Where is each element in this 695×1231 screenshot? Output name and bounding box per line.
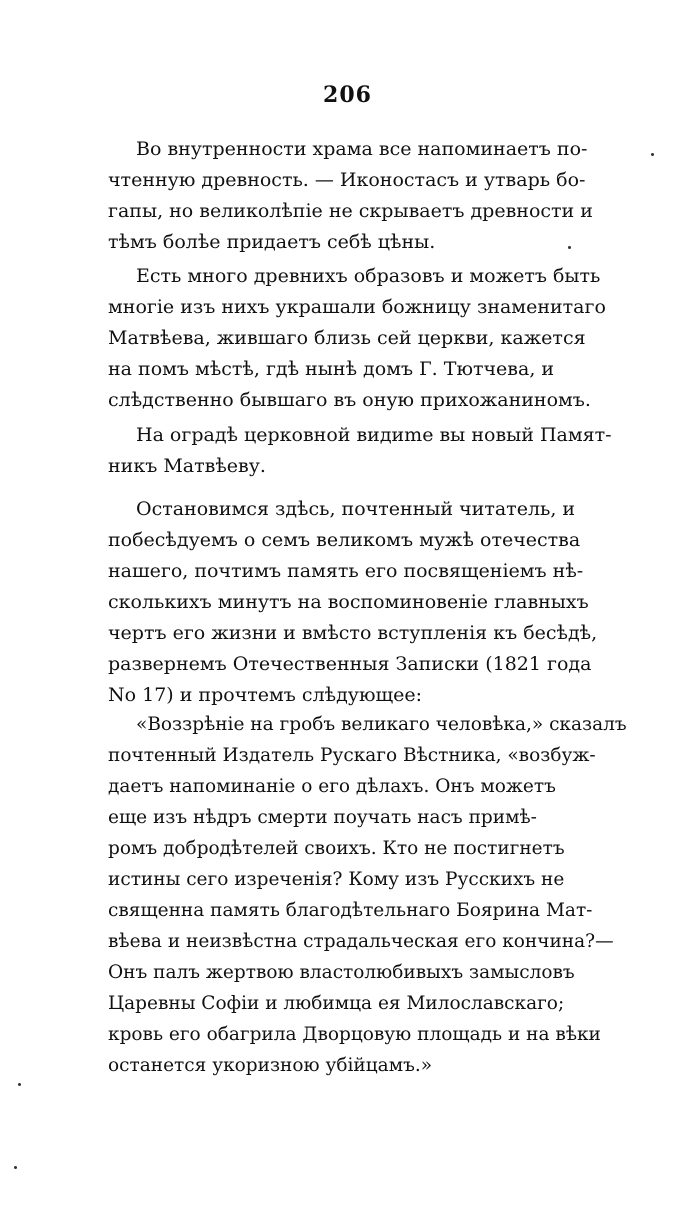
scan-speck	[568, 246, 571, 249]
scan-speck	[14, 1166, 17, 1169]
quotation-line: вѣева и неизвѣстна страдальческая его кончина?—	[108, 931, 614, 952]
paragraph-line: На оградѣ церковной видиme вы новый Памят-	[136, 424, 612, 446]
quotation-line: еще изъ нѣдръ смерти поучать насъ примѣ-	[108, 807, 537, 828]
paragraph-line: многіе изъ нихъ украшали божницу знаменитаго	[108, 296, 606, 318]
scan-speck	[651, 153, 654, 156]
paragraph-line: сколькихъ минутъ на воспоминовеніе главныхъ	[108, 591, 589, 613]
quotation-line: истины сего изреченія? Кому изъ Русскихъ не	[108, 869, 565, 890]
paragraph-line: нашего, почтимъ память его посвященіемъ нѣ-	[108, 560, 584, 582]
paragraph-line: Во внутренности храма все напоминаетъ по-	[136, 138, 588, 160]
quotation-line: Онъ палъ жертвою властолюбивыхъ замысловъ	[108, 962, 575, 983]
quotation-line: кровь его обагрила Дворцовую площадь и на вѣки	[108, 1024, 601, 1045]
paragraph-line: чтенную древность. — Иконостасъ и утварь бо-	[108, 169, 586, 191]
quotation-line: Царевны Софіи и любимца ея Милославскаго;	[108, 993, 565, 1014]
paragraph-line: на помъ мѣстѣ, гдѣ нынѣ домъ Г. Тютчева, и	[108, 358, 555, 380]
page-number: 206	[323, 82, 372, 108]
quotation-paragraph	[108, 709, 628, 1081]
paragraph-line: Матвѣева, жившаго близь сей церкви, кажется	[108, 327, 586, 349]
paragraph-4	[108, 494, 628, 711]
paragraph-line: No 17) и прочтемъ слѣдующее:	[108, 684, 423, 706]
quotation-line: останется укоризною убійцамъ.»	[108, 1055, 433, 1076]
quotation-line: священна память благодѣтельнаго Боярина Мат-	[108, 900, 593, 921]
quotation-line: «Воззрѣніе на гробъ великаго человѣка,» сказалъ	[136, 714, 627, 735]
paragraph-line: Остановимся здѣсь, почтенный читатель, и	[136, 498, 576, 520]
paragraph-line: гапы, но великолѣпіе не скрываетъ древности и	[108, 200, 593, 222]
paragraph-line: никъ Матвѣеву.	[108, 455, 266, 477]
paragraph-1	[108, 134, 628, 258]
paragraph-line: побесѣдуемъ о семъ великомъ мужѣ отечества	[108, 529, 581, 551]
quotation-line: ромъ добродѣтелей своихъ. Кто не постигнетъ	[108, 838, 565, 859]
paragraph-line: слѣдственно бывшаго въ оную прихожаниномъ.	[108, 389, 591, 411]
paragraph-line: развернемъ Отечественныя Записки (1821 года	[108, 653, 592, 675]
paragraph-2	[108, 261, 628, 416]
scan-speck	[18, 1083, 21, 1086]
paragraph-line: тѣмъ болѣе придаетъ себѣ цѣны.	[108, 231, 436, 253]
paragraph-line: Есть много древнихъ образовъ и можетъ быть	[136, 265, 601, 287]
quotation-line: даетъ напоминаніе о его дѣлахъ. Онъ можетъ	[108, 776, 556, 797]
quotation-line: почтенный Издатель Рускаго Вѣстника, «возбуж-	[108, 745, 596, 766]
paragraph-3	[108, 420, 628, 482]
paragraph-line: чертъ его жизни и вмѣсто вступленія къ бесѣдѣ,	[108, 622, 598, 644]
